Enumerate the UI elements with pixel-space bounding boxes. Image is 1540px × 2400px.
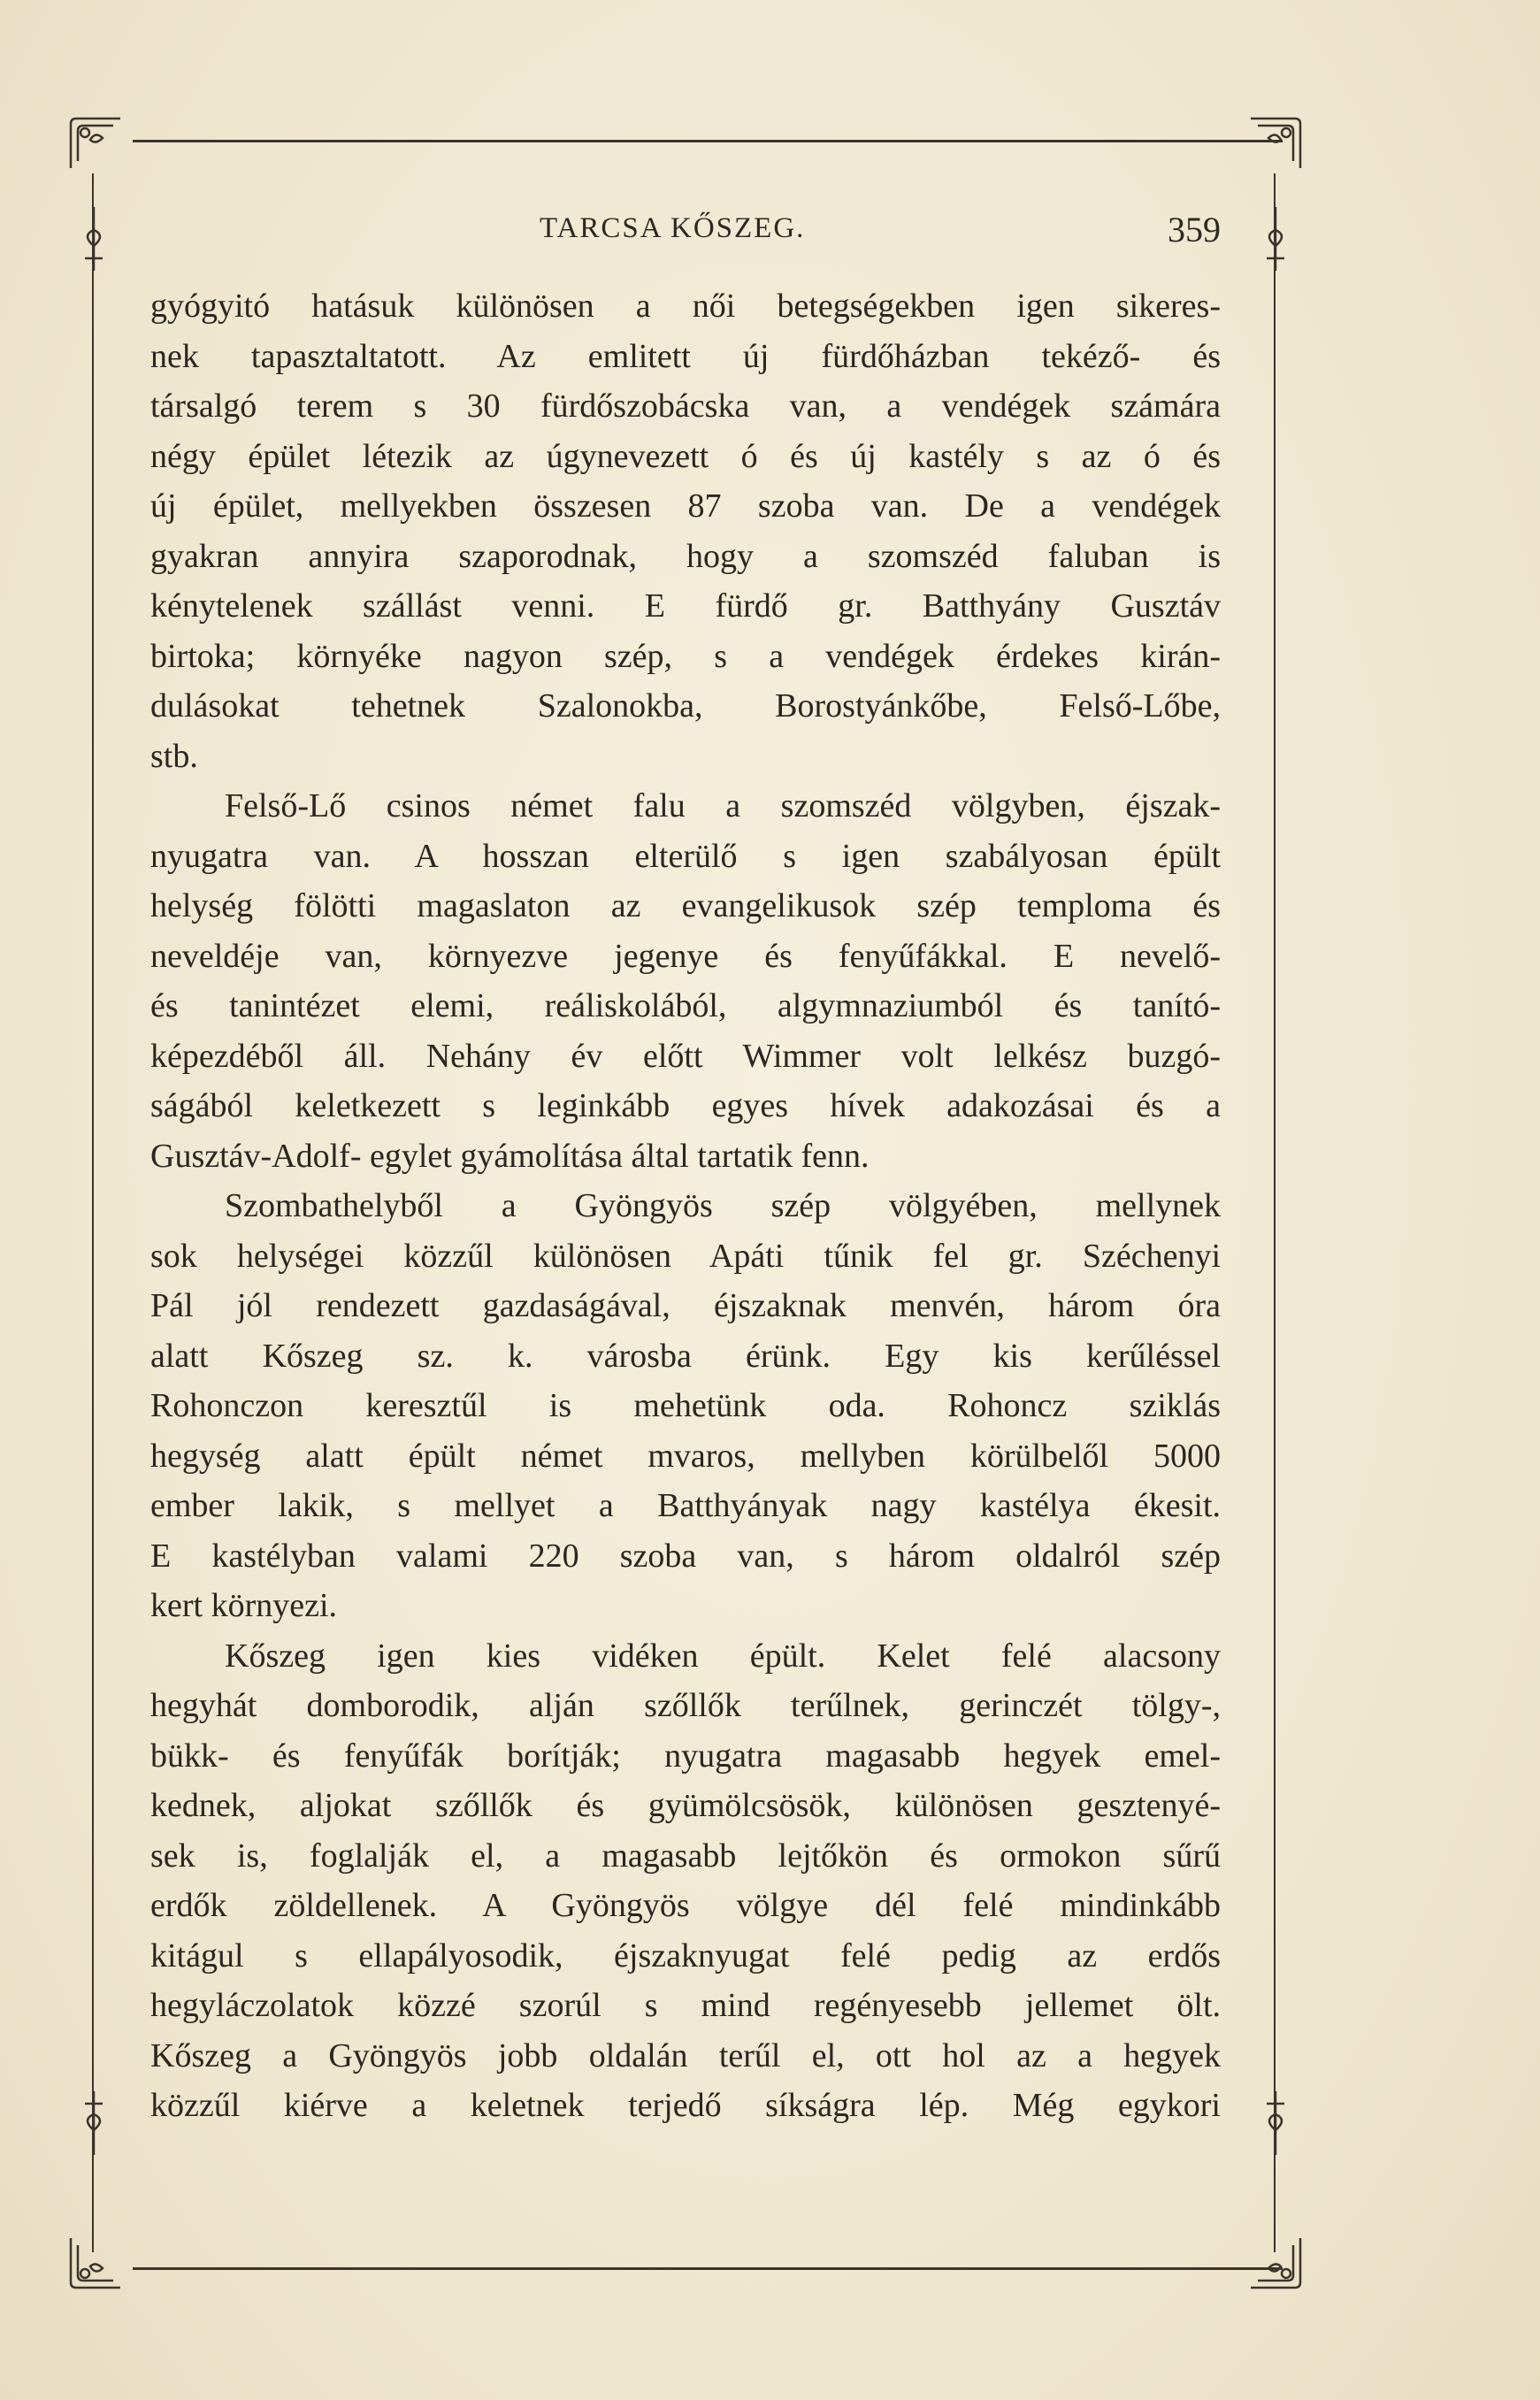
text-line: kitágul s ellapályosodik, éjszaknyugat felé pedig az erdős	[150, 1936, 1221, 1974]
text-line: helység fölötti magaslaton az evangelikusok szép temploma és	[150, 887, 1221, 924]
text-line: képezdéből áll. Nehány év előtt Wimmer volt lelkész buzgó-	[150, 1037, 1221, 1075]
text-line: ember lakik, s mellyet a Batthyányak nagy kastélya ékesit.	[150, 1487, 1221, 1524]
text-line: Gusztáv-Adolf- egylet gyámolítása által tartatik fenn.	[150, 1137, 870, 1175]
text-line: kednek, aljokat szőllők és gyümölcsösök, különösen gesztenyé-	[150, 1787, 1221, 1824]
text-line: ságából keletkezett s leginkább egyes hívek adakozásai és a	[150, 1087, 1221, 1124]
text-line: sek is, foglalják el, a magasabb lejtőkön és ormokon sűrű	[150, 1836, 1221, 1875]
text-line: neveldéje van, környezve jegenye és fenyűfákkal. E nevelő-	[150, 937, 1221, 975]
text-line: Kőszeg igen kies vidéken épült. Kelet felé alacsony	[225, 1637, 1221, 1675]
text-line: és tanintézet elemi, reáliskolából, algymnaziumból és tanító-	[150, 987, 1221, 1024]
corner-ornament-icon	[1247, 2235, 1304, 2291]
text-line: nek tapasztaltatott. Az emlitett új fürdőházban tekéző- és	[150, 337, 1221, 375]
text-line: bükk- és fenyűfák borítják; nyugatra magasabb hegyek emel-	[150, 1737, 1221, 1775]
running-head	[150, 205, 1221, 258]
text-line: sok helységei közzűl különösen Apáti tűnik fel gr. Széchenyi	[150, 1237, 1221, 1275]
page-number: 359	[1168, 210, 1221, 249]
text-line: Rohonczon keresztűl is mehetünk oda. Rohoncz sziklás	[150, 1387, 1221, 1424]
text-line: gyógyitó hatásuk különösen a női betegségekben igen sikeres-	[150, 288, 1221, 325]
text-line: új épület, mellyekben összesen 87 szoba van. De a vendégek	[150, 487, 1221, 525]
text-line: alatt Kőszeg sz. k. városba érünk. Egy kis kerűléssel	[150, 1337, 1221, 1375]
fleuron-ornament-icon	[69, 203, 119, 274]
text-line: Kőszeg a Gyöngyös jobb oldalán terűl el, ott hol az a hegyek	[150, 2036, 1221, 2074]
text-line: E kastélyban valami 220 szoba van, s három oldalról szép	[150, 1537, 1221, 1575]
text-line: hegyláczolatok közzé szorúl s mind regényesebb jellemet ölt.	[150, 1987, 1221, 2024]
text-line: dulásokat tehetnek Szalonokba, Borostyánkőbe, Felső-Lőbe,	[150, 687, 1221, 725]
text-line: kert környezi.	[150, 1587, 338, 1624]
top-rule	[133, 140, 1283, 142]
corner-ornament-icon	[1247, 115, 1304, 172]
text-line: közzűl kiérve a keletnek terjedő síkságra lép. Még egykori	[150, 2087, 1221, 2124]
text-line: társalgó terem s 30 fürdőszobácska van, a vendégek számára	[150, 387, 1221, 425]
running-title: TARCSA KŐSZEG.	[540, 212, 806, 244]
text-line: birtoka; környéke nagyon szép, s a vendégek érdekes kirán-	[150, 637, 1221, 675]
text-line: Szombathelyből a Gyöngyös szép völgyében, mellynek	[225, 1187, 1221, 1224]
bottom-rule	[133, 2267, 1283, 2270]
left-rule	[92, 173, 94, 2252]
right-rule	[1274, 173, 1276, 2252]
text-line: hegyhát domborodik, alján szőllők terűlnek, gerinczét tölgy-,	[150, 1687, 1221, 1724]
fleuron-ornament-icon	[1251, 2088, 1300, 2158]
text-line: gyakran annyira szaporodnak, hogy a szomszéd faluban is	[150, 537, 1221, 575]
fleuron-ornament-icon	[1251, 203, 1300, 274]
corner-ornament-icon	[67, 2235, 124, 2291]
text-line: négy épület létezik az úgynevezett ó és új kastély s az ó és	[150, 437, 1221, 475]
body-text	[150, 281, 1221, 2131]
corner-ornament-icon	[67, 115, 124, 172]
text-line: erdők zöldellenek. A Gyöngyös völgye dél felé mindinkább	[150, 1887, 1221, 1924]
text-line: nyugatra van. A hosszan elterülő s igen szabályosan épült	[150, 837, 1221, 875]
text-line: kénytelenek szállást venni. E fürdő gr. Batthyány Gusztáv	[150, 587, 1221, 625]
text-line: Felső-Lő csinos német falu a szomszéd völgyben, éjszak-	[225, 787, 1221, 824]
text-line: hegység alatt épült német mvaros, mellyben körülbelől 5000	[150, 1437, 1221, 1475]
fleuron-ornament-icon	[69, 2088, 119, 2158]
text-line: Pál jól rendezett gazdaságával, éjszaknak menvén, három óra	[150, 1287, 1221, 1324]
text-line: stb.	[150, 737, 198, 775]
